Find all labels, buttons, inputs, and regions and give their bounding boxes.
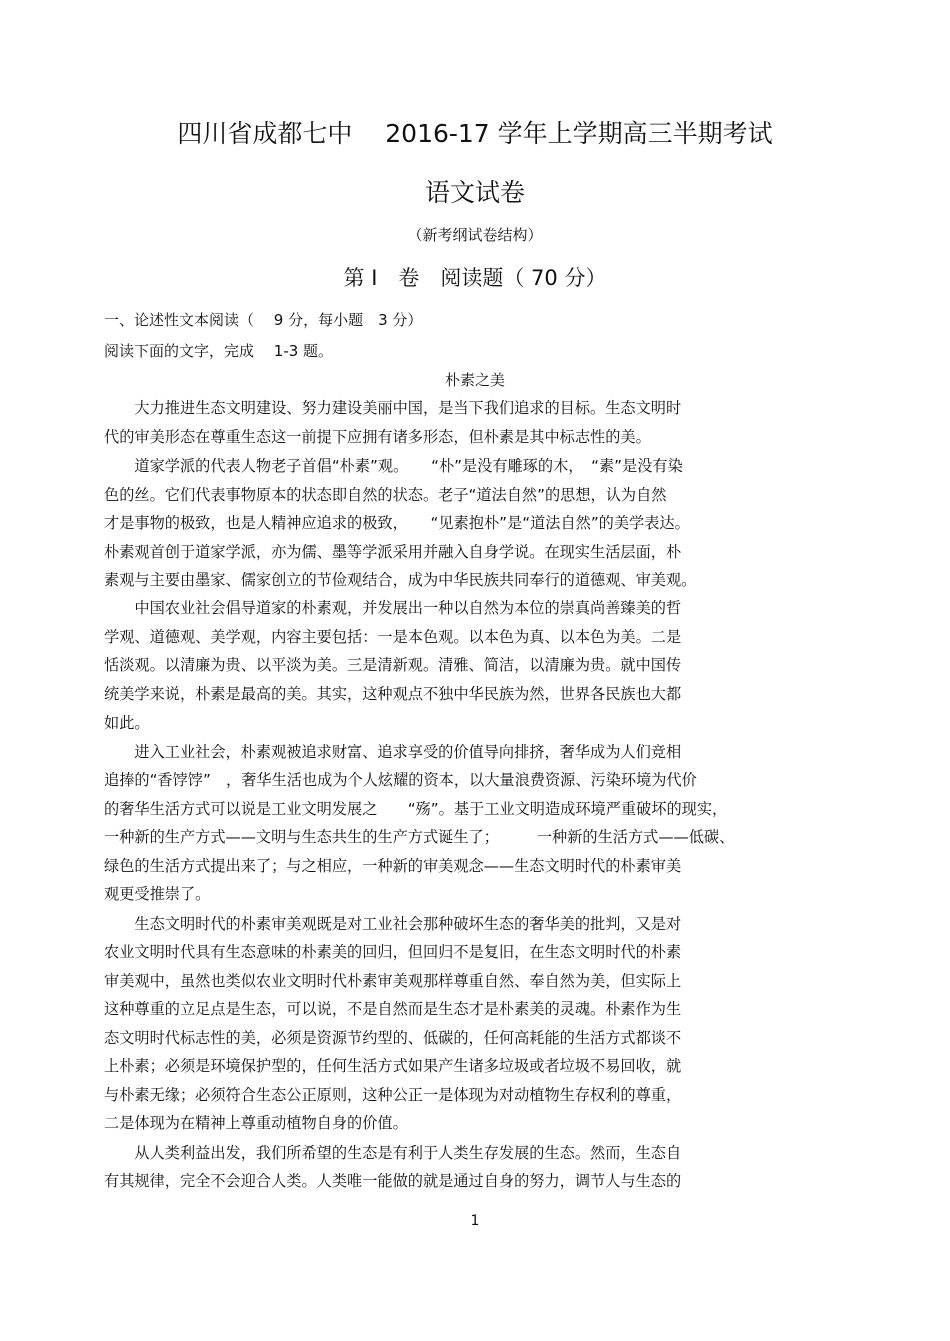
article-line: 才是事物的极致，也是人精神应追求的极致， “见素抱朴”是“道法自然”的美学表达。 xyxy=(104,514,690,532)
article-title: 朴素之美 xyxy=(444,371,505,389)
article-line: 生态文明时代的朴素审美观既是对工业社会那种破坏生态的奢华美的批判，又是对 xyxy=(104,915,682,933)
article-line: 态文明时代标志性的美，必须是资源节约型的、低碳的，任何高耗能的生活方式都谈不 xyxy=(104,1029,682,1047)
article-line: 追捧的“香饽饽” ，奢华生活也成为个人炫耀的资本，以大量浪费资源、污染环境为代价 xyxy=(104,771,697,789)
section-instruction: 阅读下面的文字，完成 1-3 题。 xyxy=(104,342,334,360)
article-line: 二是体现为在精神上尊重动植物自身的价值。 xyxy=(104,1114,408,1132)
article-line: 审美观中，虽然也类似农业文明时代朴素审美观那样尊重自然、奉自然为美，但实际上 xyxy=(104,972,682,990)
article-line: 学观、道德观、美学观，内容主要包括：一是本色观。以本色为真、以本色为美。二是 xyxy=(104,628,682,646)
article-line: 上朴素；必须是环境保护型的，任何生活方式如果产生诸多垃圾或者垃圾不易回收，就 xyxy=(104,1057,682,1075)
part-heading: 第 I 卷 阅读题（ 70 分） xyxy=(343,266,607,290)
structure-note: （新考纲试卷结构） xyxy=(407,226,543,244)
article-line: 如此。 xyxy=(104,714,150,732)
article-line: 朴素观首创于道家学派，亦为儒、墨等学派采用并融入自身学说。在现实生活层面，朴 xyxy=(104,543,682,561)
article-line: 素观与主要由墨家、儒家创立的节俭观结合，成为中华民族共同奉行的道德观、审美观。 xyxy=(104,571,697,589)
section-heading: 一、论述性文本阅读（ 9 分，每小题 3 分） xyxy=(104,311,423,329)
article-line: 统美学来说，朴素是最高的美。其实，这种观点不独中华民族为然，世界各民族也大都 xyxy=(104,685,682,703)
article-line: 恬淡观。以清廉为贵、以平淡为美。三是清新观。清雅、简洁，以清廉为贵。就中国传 xyxy=(104,656,682,674)
article-line: 与朴素无缘；必须符合生态公正原则，这种公正一是体现为对动植物生存权利的尊重， xyxy=(104,1086,682,1104)
article-line: 代的审美形态在尊重生态这一前提下应拥有诸多形态，但朴素是其中标志性的美。 xyxy=(104,428,651,446)
article-line: 绿色的生活方式提出来了；与之相应，一种新的审美观念——生态文明时代的朴素审美 xyxy=(104,857,682,875)
article-line: 中国农业社会倡导道家的朴素观，并发展出一种以自然为本位的崇真尚善臻美的哲 xyxy=(104,599,682,617)
article-line: 进入工业社会，朴素观被追求财富、追求享受的价值导向排挤，奢华成为人们竞相 xyxy=(104,743,682,761)
article-line: 道家学派的代表人物老子首倡“朴素”观。 “朴”是没有雕琢的木， “素”是没有染 xyxy=(104,457,683,475)
exam-title: 四川省成都七中 2016-17 学年上学期高三半期考试 xyxy=(177,119,773,148)
article-line: 从人类利益出发，我们所希望的生态是有利于人类生存发展的生态。然而，生态自 xyxy=(104,1144,682,1162)
subject-title: 语文试卷 xyxy=(424,178,525,207)
article-line: 这种尊重的立足点是生态，可以说，不是自然而是生态才是朴素美的灵魂。朴素作为生 xyxy=(104,1000,682,1018)
article-line: 农业文明时代具有生态意味的朴素美的回归，但回归不是复旧，在生态文明时代的朴素 xyxy=(104,943,682,961)
article-line: 的奢华生活方式可以说是工业文明发展之 “殇”。基于工业文明造成环境严重破坏的现实， xyxy=(104,800,728,818)
article-line: 有其规律，完全不会迎合人类。人类唯一能做的就是通过自身的努力，调节人与生态的 xyxy=(104,1172,682,1190)
page-number: 1 xyxy=(470,1213,480,1229)
article-line: 观更受推崇了。 xyxy=(104,885,211,903)
article-line: 一种新的生产方式——文明与生态共生的生产方式诞生了； 一种新的生活方式——低碳、 xyxy=(104,828,735,846)
article-line: 大力推进生态文明建设、努力建设美丽中国，是当下我们追求的目标。生态文明时 xyxy=(104,399,682,417)
article-line: 色的丝。它们代表事物原本的状态即自然的状态。老子“道法自然”的思想，认为自然 xyxy=(104,486,667,504)
